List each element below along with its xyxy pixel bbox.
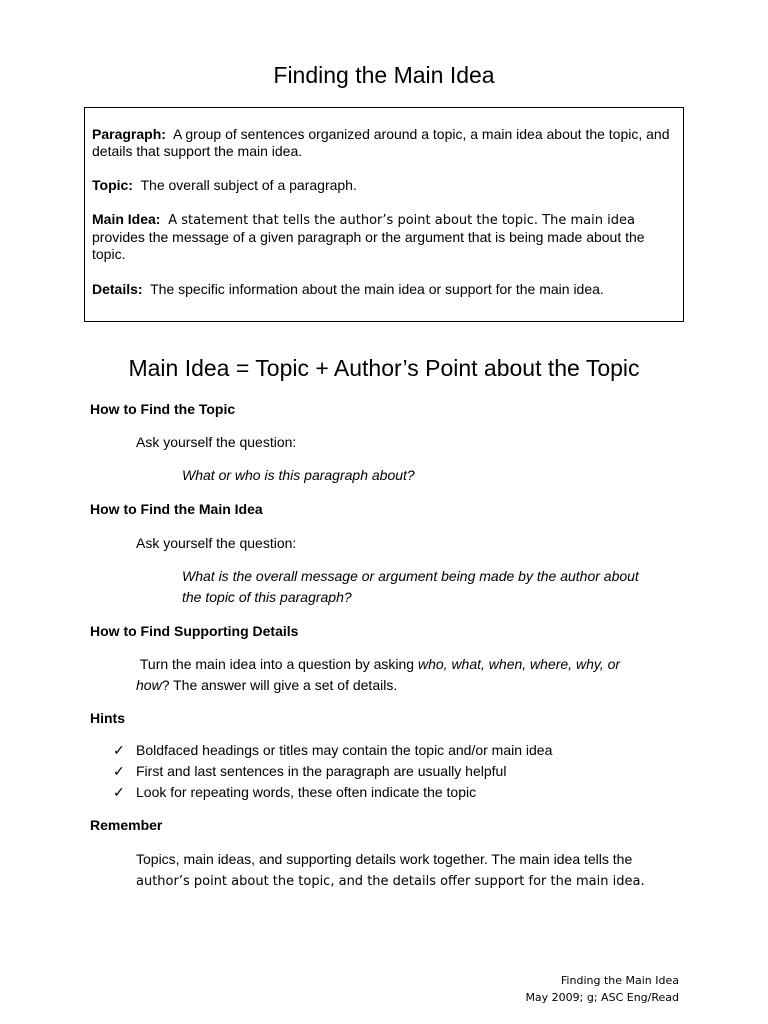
heading-remember: Remember xyxy=(90,817,163,833)
definition-topic xyxy=(92,177,676,194)
remember-text-1: Topics, main ideas, and supporting details work together. The main idea tells the xyxy=(136,851,633,867)
heading-find-topic: How to Find the Topic xyxy=(90,401,236,417)
checkmark-icon: ✓ xyxy=(113,742,125,758)
definition-main-idea xyxy=(92,211,676,263)
main-idea-formula: Main Idea = Topic + Author’s Point about the Topic xyxy=(128,355,640,381)
hints-list xyxy=(113,740,552,803)
list-item xyxy=(113,761,552,782)
main-idea-prompt: Ask yourself the question: xyxy=(136,535,297,551)
definition-topic-text: The overall subject of a paragraph. xyxy=(140,177,357,193)
term-details: Details: xyxy=(92,281,143,297)
remember-text-2: author’s point about the topic, and the details offer support for the main idea. xyxy=(136,874,645,889)
details-text-italic-2: how xyxy=(136,677,162,693)
definitions-box xyxy=(84,107,684,322)
details-text xyxy=(136,654,676,696)
term-main-idea: Main Idea: xyxy=(92,211,161,227)
footer-title: Finding the Main Idea xyxy=(560,974,679,987)
checkmark-icon: ✓ xyxy=(113,763,125,779)
topic-prompt: Ask yourself the question: xyxy=(136,434,297,450)
checkmark-icon: ✓ xyxy=(113,784,125,800)
term-topic: Topic: xyxy=(92,177,133,193)
page-title: Finding the Main Idea xyxy=(273,62,495,88)
definition-main-idea-text-1: A statement that tells the author’s point about the topic. The main idea xyxy=(168,213,635,228)
details-text-2: ? The answer will give a set of details. xyxy=(161,677,398,693)
topic-question: What or who is this paragraph about? xyxy=(182,467,415,483)
hint-text: Look for repeating words, these often indicate the topic xyxy=(136,784,477,800)
definition-paragraph-text: A group of sentences organized around a topic, a main idea about the topic, and details that support the main idea. xyxy=(92,126,670,159)
main-idea-question-line-2: the topic of this paragraph? xyxy=(182,589,352,605)
heading-find-main-idea: How to Find the Main Idea xyxy=(90,501,263,517)
term-paragraph: Paragraph: xyxy=(92,126,166,142)
heading-find-details: How to Find Supporting Details xyxy=(90,623,299,639)
main-idea-question xyxy=(182,566,639,608)
list-item xyxy=(113,782,552,803)
remember-text xyxy=(136,849,645,892)
definition-paragraph xyxy=(92,126,676,160)
page-footer xyxy=(525,972,679,1006)
main-idea-question-line-1: What is the overall message or argument being made by the author about xyxy=(182,568,639,584)
definition-details xyxy=(92,281,676,298)
definition-main-idea-text-2: provides the message of a given paragraph or the argument that is being made about the topic. xyxy=(92,229,645,262)
hint-text: Boldfaced headings or titles may contain the topic and/or main idea xyxy=(136,742,553,758)
details-text-1: Turn the main idea into a question by asking xyxy=(139,656,415,672)
definition-details-text: The specific information about the main idea or support for the main idea. xyxy=(150,281,604,297)
heading-hints: Hints xyxy=(90,710,125,726)
footer-date: May 2009; g; ASC Eng/Read xyxy=(525,991,679,1004)
hint-text: First and last sentences in the paragraph are usually helpful xyxy=(136,763,507,779)
details-text-italic: who, what, when, where, why, or xyxy=(417,656,621,672)
list-item xyxy=(113,740,552,761)
